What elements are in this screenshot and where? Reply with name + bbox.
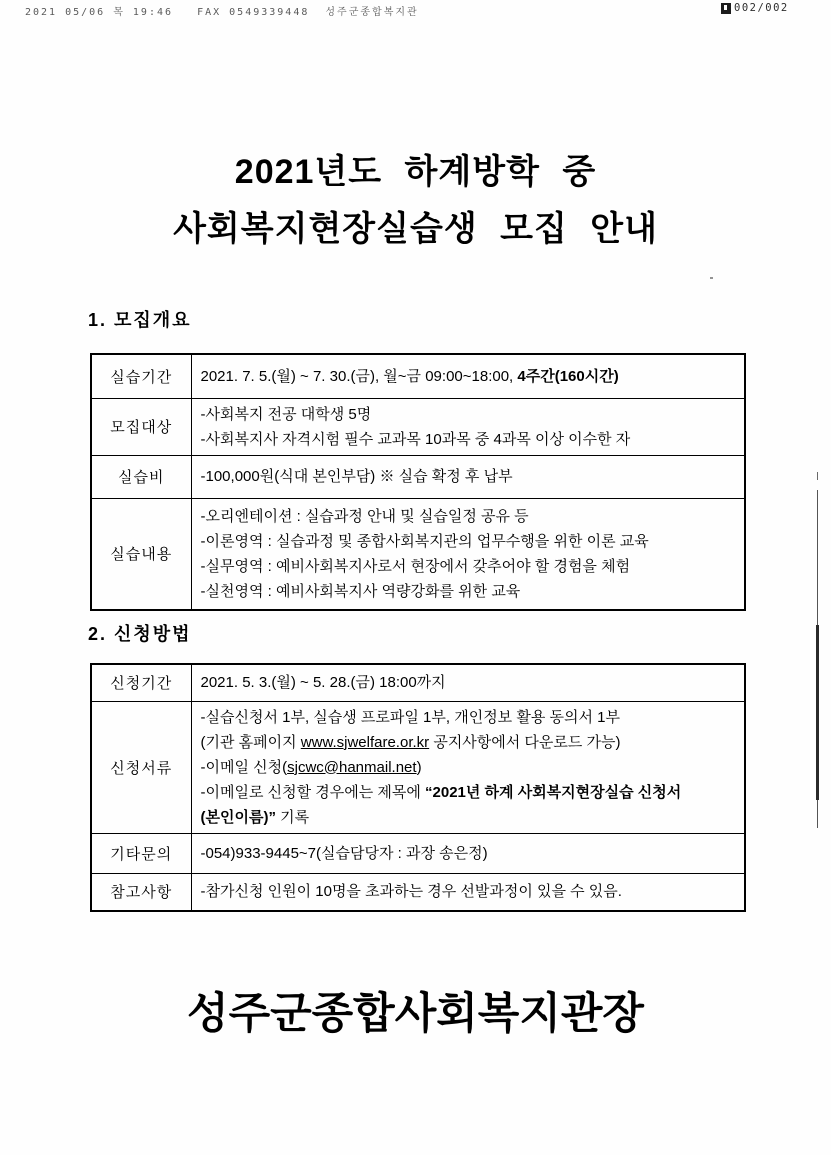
- document-title-line2: 사회복지현장실습생 모집 안내: [173, 210, 658, 248]
- scan-artifact: [817, 472, 818, 480]
- fax-page-icon: [721, 3, 731, 14]
- row-label: 신청기간: [91, 664, 191, 701]
- row-content: -오리엔테이션 : 실습과정 안내 및 실습일정 공유 등 -이론영역 : 실습과정 및 종합사회복지관의 업무수행을 위한 이론 교육 -실무영역 : 예비사회복지사로서 현장에서 갖추어야 할 경험을 체험 -실천영역 : 예비사회복지사 역량강화를 위한 교육: [191, 498, 745, 610]
- table-row: [91, 833, 745, 873]
- row-label: 실습내용: [91, 498, 191, 610]
- fax-page-indicator: [721, 2, 789, 14]
- table-row: [91, 701, 745, 833]
- table-row: [91, 498, 745, 610]
- scan-artifact: [710, 277, 713, 279]
- row-label: 실습비: [91, 455, 191, 498]
- table-row: [91, 354, 745, 398]
- fax-transmission-header: 2021 05/06 목 19:46 FAX 0549339448 성주군종합복지관: [25, 7, 419, 18]
- fax-page-count: 002/002: [734, 2, 789, 14]
- table-row: [91, 873, 745, 911]
- row-content: -사회복지 전공 대학생 5명 -사회복지사 자격시험 필수 교과목 10과목 중 4과목 이상 이수한 자: [191, 398, 745, 455]
- section1-heading: 1. 모집개요: [88, 310, 192, 330]
- document-title: [0, 144, 831, 258]
- row-content: -100,000원(식대 본인부담) ※ 실습 확정 후 납부: [191, 455, 745, 498]
- signature-org-title: 성주군종합사회복지관장: [187, 990, 644, 1038]
- row-label: 모집대상: [91, 398, 191, 455]
- row-content: 2021. 5. 3.(월) ~ 5. 28.(금) 18:00까지: [191, 664, 745, 701]
- row-content: 2021. 7. 5.(월) ~ 7. 30.(금), 월~금 09:00~18:00, 4주간(160시간): [191, 354, 745, 398]
- scan-artifact: [816, 625, 819, 800]
- section2-heading: 2. 신청방법: [88, 624, 192, 644]
- row-label: 기타문의: [91, 833, 191, 873]
- recruitment-overview-table: [90, 353, 746, 611]
- table-row: [91, 455, 745, 498]
- table-row: [91, 398, 745, 455]
- row-label: 참고사항: [91, 873, 191, 911]
- table-row: [91, 664, 745, 701]
- scan-artifact: [817, 490, 818, 625]
- row-label: 실습기간: [91, 354, 191, 398]
- document-title-line1: 2021년도 하계방학 중: [234, 153, 597, 191]
- application-method-table: [90, 663, 746, 912]
- row-content: -참가신청 인원이 10명을 초과하는 경우 선발과정이 있을 수 있음.: [191, 873, 745, 911]
- row-content: -054)933-9445~7(실습담당자 : 과장 송은정): [191, 833, 745, 873]
- scan-artifact: [817, 800, 818, 828]
- row-content: -실습신청서 1부, 실습생 프로파일 1부, 개인정보 활용 동의서 1부 (기관 홈페이지 www.sjwelfare.or.kr 공지사항에서 다운로드 가능) -이메일 신청(sjcwc@hanmail.net) -이메일로 신청할 경우에는 제목에 “2021년 하계 사회복지현장실습 신청서 (본인이름)” 기록: [191, 701, 745, 833]
- row-label: 신청서류: [91, 701, 191, 833]
